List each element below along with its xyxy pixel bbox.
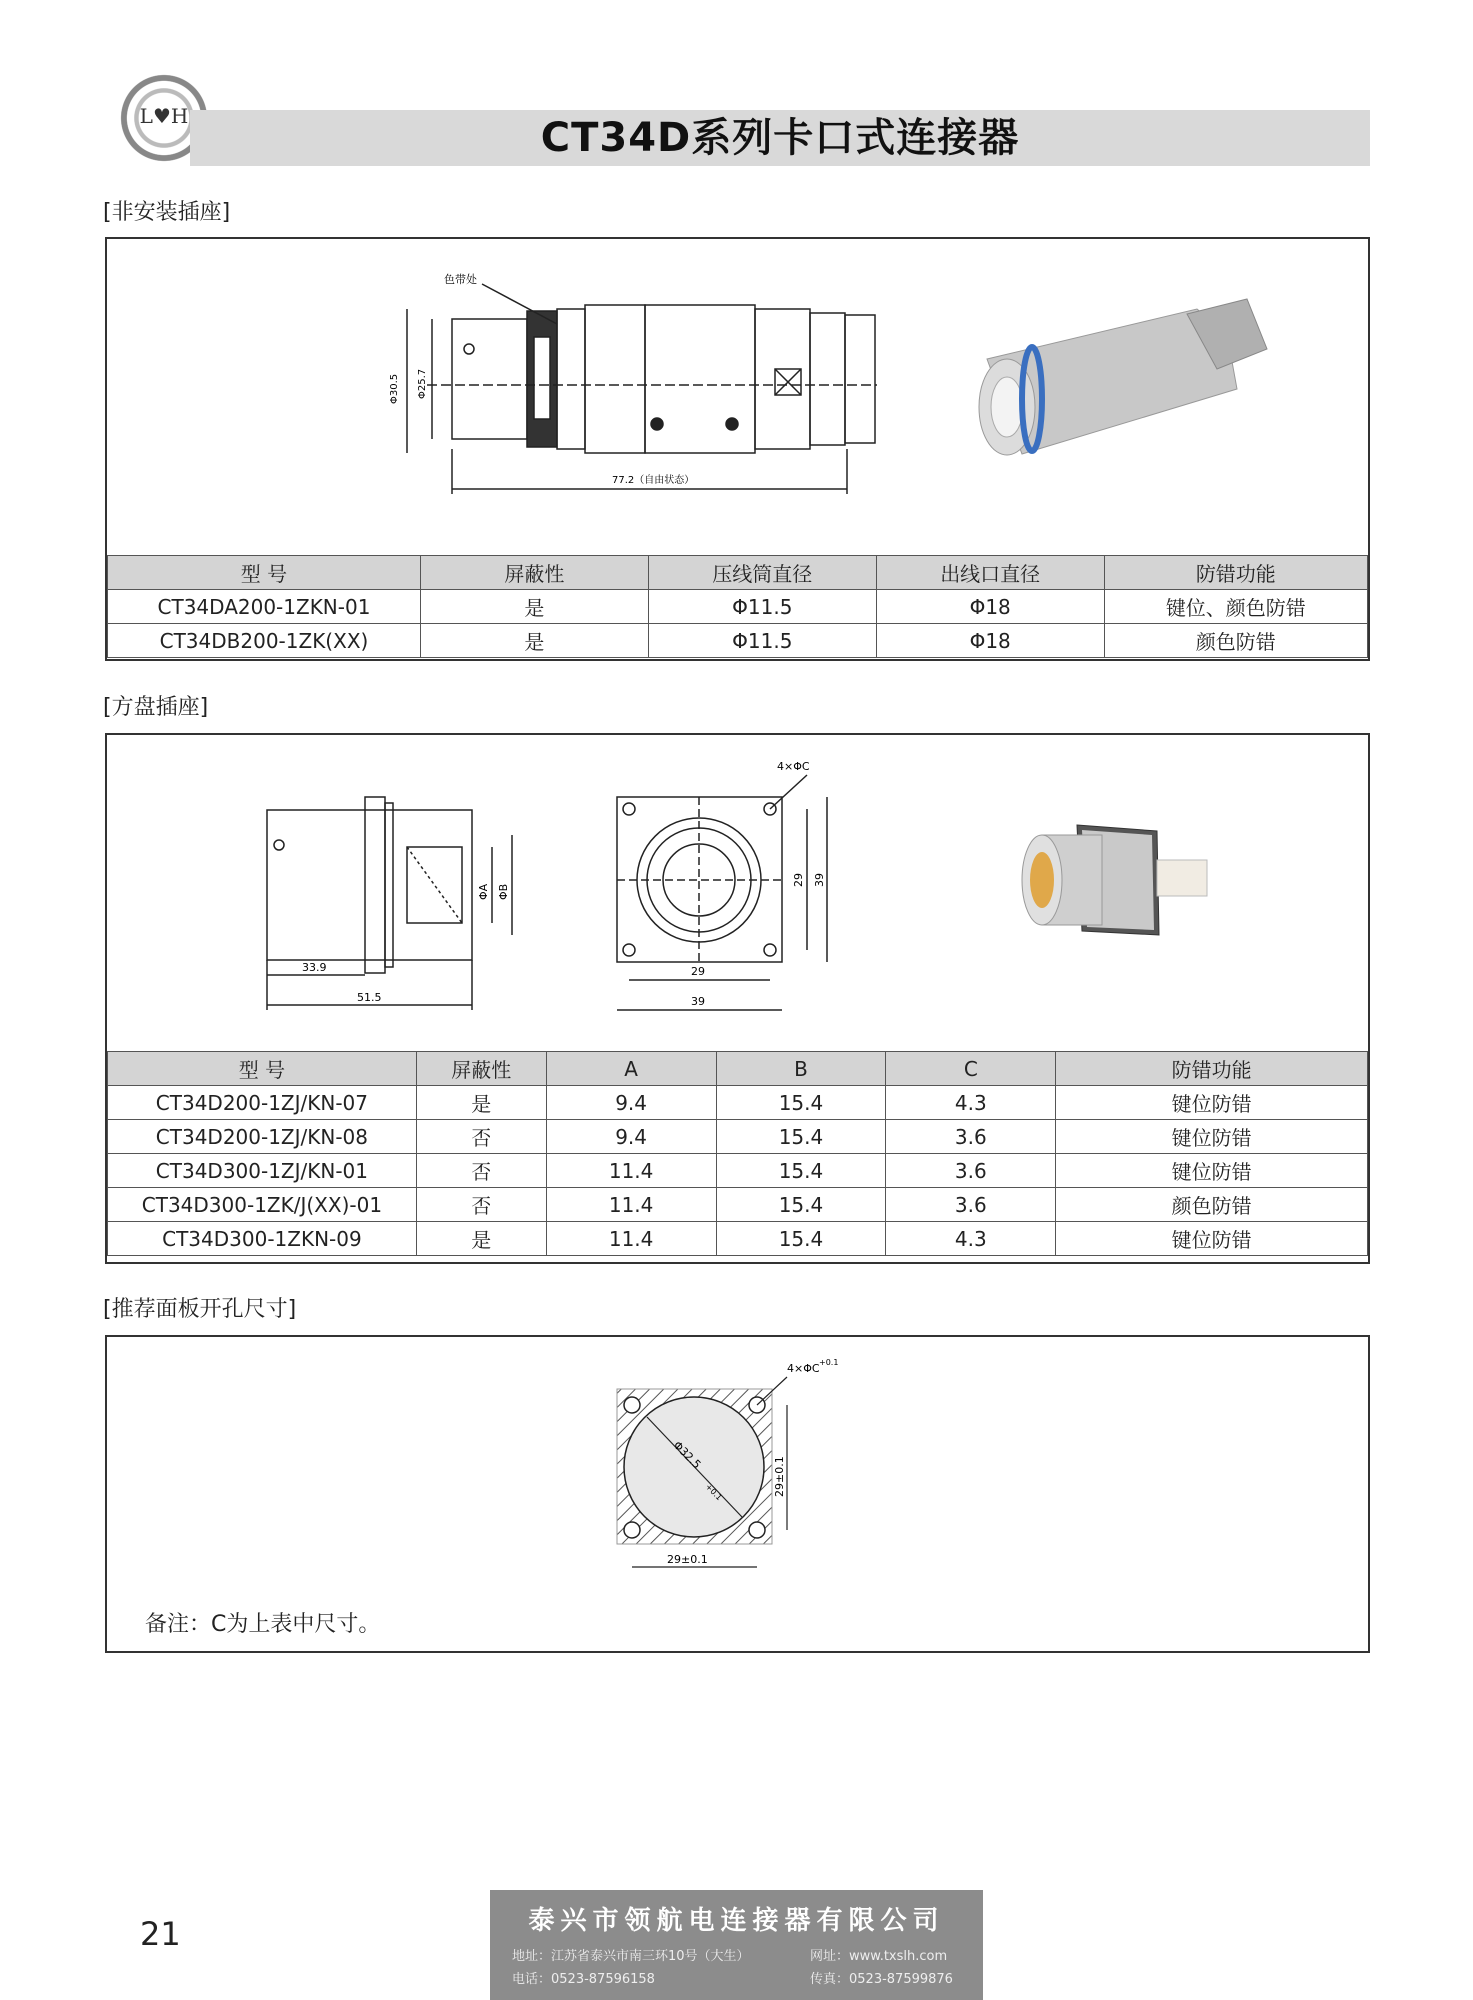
table-cell: CT34DA200-1ZKN-01 [108, 590, 421, 624]
table-cell: 3.6 [886, 1120, 1056, 1154]
column-header: 屏蔽性 [420, 556, 648, 590]
column-header: 型 号 [108, 1052, 417, 1086]
table-cell: 15.4 [716, 1222, 886, 1256]
table-cell: 是 [416, 1222, 546, 1256]
table-cell: 15.4 [716, 1086, 886, 1120]
table-cell: 是 [416, 1086, 546, 1120]
table-cell: 9.4 [546, 1120, 716, 1154]
table-cell: 3.6 [886, 1154, 1056, 1188]
column-header: 出线口直径 [876, 556, 1104, 590]
table-row [108, 1154, 1368, 1188]
company-address: 地址：江苏省泰兴市南三环10号（大生） [512, 1949, 750, 1964]
table-cell: 3.6 [886, 1188, 1056, 1222]
square-flange-receptacle-photo [1022, 825, 1207, 935]
table-cell: 是 [420, 624, 648, 658]
column-header: 型 号 [108, 556, 421, 590]
dim-29-v-label: 29 [792, 873, 805, 887]
table-row [108, 1086, 1368, 1120]
color-band-label: 色带处 [444, 273, 477, 286]
dim-29-h-label: 29 [691, 965, 705, 978]
section-label-unmounted-receptacle: [非安装插座] [103, 200, 231, 225]
page-number: 21 [140, 1915, 181, 1953]
table-cell: 15.4 [716, 1188, 886, 1222]
table-cell: 否 [416, 1120, 546, 1154]
table-cell: 15.4 [716, 1120, 886, 1154]
table-cell: CT34D300-1ZK/J(XX)-01 [108, 1188, 417, 1222]
dim-39-v-label: 39 [813, 873, 826, 887]
table-cell: 颜色防错 [1056, 1188, 1368, 1222]
table-row [108, 590, 1368, 624]
table-row [108, 1222, 1368, 1256]
footnote: 备注：C为上表中尺寸。 [145, 1612, 381, 1637]
cutout-hole-tolerance: +0.1 [819, 1358, 839, 1367]
table-cell: CT34DB200-1ZK(XX) [108, 624, 421, 658]
dim-b-label: ΦB [497, 883, 510, 900]
column-header: C [886, 1052, 1056, 1086]
table-cell: CT34D300-1ZKN-09 [108, 1222, 417, 1256]
column-header: B [716, 1052, 886, 1086]
company-fax: 传真：0523-87599876 [810, 1972, 953, 1987]
table-cell: 9.4 [546, 1086, 716, 1120]
unmounted-receptacle-drawing [107, 239, 1368, 559]
column-header: 压线筒直径 [648, 556, 876, 590]
section-label-panel-cutout: [推荐面板开孔尺寸] [103, 1297, 297, 1322]
table-cell: 11.4 [546, 1188, 716, 1222]
table-cell: 颜色防错 [1104, 624, 1367, 658]
table-cell: CT34D200-1ZJ/KN-07 [108, 1086, 417, 1120]
column-header: 防错功能 [1056, 1052, 1368, 1086]
dia-25-7-label: Φ25.7 [417, 368, 428, 399]
company-website: 网址：www.txslh.com [810, 1949, 948, 1964]
table-cell: CT34D200-1ZJ/KN-08 [108, 1120, 417, 1154]
table-cell: 键位防错 [1056, 1086, 1368, 1120]
table-row [108, 624, 1368, 658]
table-cell: 键位防错 [1056, 1222, 1368, 1256]
dia-30-5-label: Φ30.5 [389, 373, 400, 404]
unmounted-receptacle-photo [979, 299, 1267, 455]
cutout-v-dim-label: 29±0.1 [773, 1456, 786, 1497]
table-cell: 是 [420, 590, 648, 624]
hole-label: 4×ΦC [777, 760, 810, 773]
table-cell: 11.4 [546, 1222, 716, 1256]
panel-cutout-drawing [107, 1337, 1368, 1587]
section-label-square-flange-receptacle: [方盘插座] [103, 695, 209, 720]
table-cell: 15.4 [716, 1154, 886, 1188]
page-title: CT34D系列卡口式连接器 [540, 115, 1020, 161]
dim-33-9-label: 33.9 [302, 961, 327, 974]
table-cell: 键位、颜色防错 [1104, 590, 1367, 624]
company-footer [490, 1890, 983, 2000]
company-phone: 电话：0523-87596158 [512, 1972, 655, 1987]
cutout-diameter-label: Φ32.5 [670, 1438, 704, 1472]
panel-cutout-box [105, 1335, 1370, 1653]
column-header: 防错功能 [1104, 556, 1367, 590]
cutout-diameter-tolerance: +0.1 [703, 1482, 724, 1503]
table-header-row [108, 556, 1368, 590]
table-cell: 否 [416, 1154, 546, 1188]
logo-text: L♥H [139, 104, 189, 128]
unmounted-receptacle-table [107, 555, 1368, 658]
column-header: 屏蔽性 [416, 1052, 546, 1086]
table-cell: Φ11.5 [648, 590, 876, 624]
cutout-h-dim-label: 29±0.1 [667, 1553, 708, 1566]
table-cell: 4.3 [886, 1222, 1056, 1256]
table-header-row [108, 1052, 1368, 1086]
table-cell: 键位防错 [1056, 1154, 1368, 1188]
table-cell: 11.4 [546, 1154, 716, 1188]
table-cell: 4.3 [886, 1086, 1056, 1120]
table-row [108, 1188, 1368, 1222]
table-cell: 键位防错 [1056, 1120, 1368, 1154]
length-label: 77.2（自由状态） [612, 475, 695, 486]
table-cell: Φ11.5 [648, 624, 876, 658]
dim-a-label: ΦA [477, 883, 490, 900]
table-cell: Φ18 [876, 624, 1104, 658]
company-name: 泰兴市领航电连接器有限公司 [528, 1906, 945, 1936]
dim-39-h-label: 39 [691, 995, 705, 1008]
table-row [108, 1120, 1368, 1154]
cutout-hole-label: 4×ΦC [787, 1362, 820, 1375]
square-flange-receptacle-drawing [107, 735, 1368, 1053]
unmounted-receptacle-box [105, 237, 1370, 661]
square-flange-receptacle-box [105, 733, 1370, 1264]
square-flange-receptacle-table [107, 1051, 1368, 1256]
dim-51-5-label: 51.5 [357, 991, 382, 1004]
table-cell: Φ18 [876, 590, 1104, 624]
column-header: A [546, 1052, 716, 1086]
table-cell: 否 [416, 1188, 546, 1222]
table-cell: CT34D300-1ZJ/KN-01 [108, 1154, 417, 1188]
